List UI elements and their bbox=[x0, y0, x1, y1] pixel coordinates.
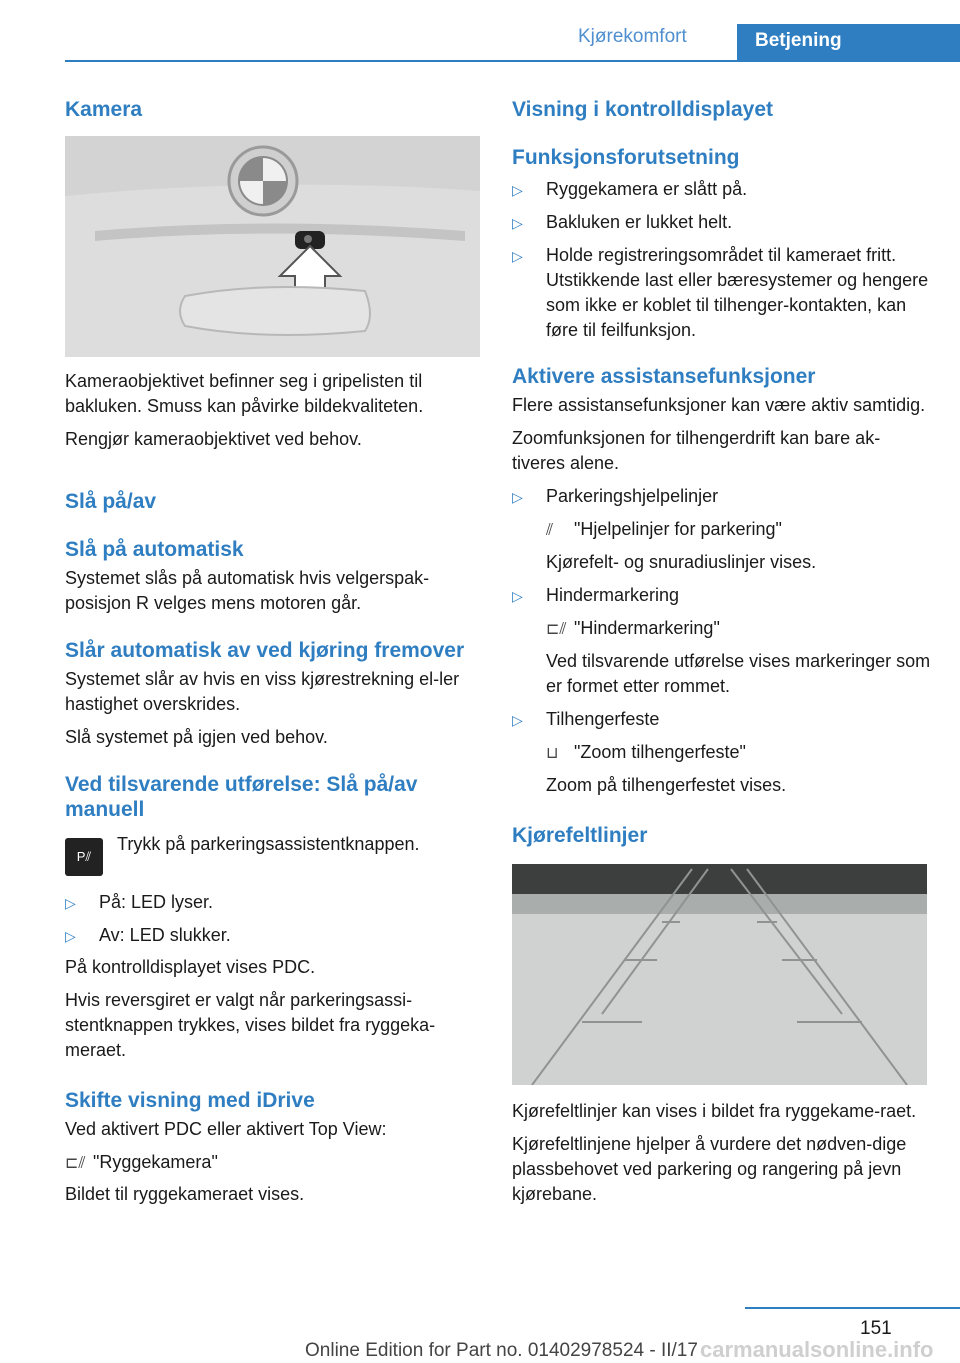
triangle-bullet-icon: ▷ bbox=[512, 489, 523, 505]
display-heading: Visning i kontrolldisplayet bbox=[512, 98, 773, 121]
idrive-text-2: Bildet til ryggekameraet vises. bbox=[65, 1184, 305, 1204]
assist-text-2: Zoomfunksjonen for tilhengerdrift kan bare ak-tiveres alene. bbox=[512, 428, 881, 473]
parking-lines-icon: ⫽ bbox=[546, 522, 554, 539]
list-item-text: Hindermarkering bbox=[546, 585, 680, 605]
lanes-text-1: Kjørefeltlinjer kan vises i bildet fra ryggekame-raet. bbox=[512, 1101, 917, 1121]
triangle-bullet-icon: ▷ bbox=[512, 588, 523, 604]
led-bullet-list bbox=[65, 890, 480, 949]
page-header bbox=[0, 0, 960, 62]
menu-entry-label: "Hindermarkering" bbox=[574, 618, 720, 638]
lane-lines-illustration bbox=[512, 864, 927, 1085]
list-item bbox=[512, 243, 932, 343]
trailer-hitch-icon: ⊔ bbox=[546, 745, 559, 762]
pdc-text-1: På kontrolldisplayet vises PDC. bbox=[65, 957, 316, 977]
func-bullet-list bbox=[512, 177, 932, 343]
camera-illustration bbox=[65, 136, 480, 357]
list-item bbox=[512, 484, 932, 510]
onoff-heading: Slå på/av bbox=[65, 490, 157, 513]
obstacle-marking-icon: ⊏⫽ bbox=[546, 621, 567, 638]
lanes-text-2: Kjørefeltlinjene hjelper å vurdere det nødven-dige plassbehovet ved parkering og rangering på jevn kjørebane. bbox=[512, 1134, 907, 1204]
list-item bbox=[65, 890, 480, 916]
idrive-text-1: Ved aktivert PDC eller aktivert Top View: bbox=[65, 1119, 387, 1139]
list-item-text: Parkeringshjelpelinjer bbox=[546, 486, 719, 506]
func-heading: Funksjonsforutsetning bbox=[512, 146, 740, 169]
list-item-text: Ryggekamera er slått på. bbox=[546, 179, 748, 199]
list-item bbox=[512, 210, 932, 236]
rear-camera-photo bbox=[65, 136, 480, 357]
list-item-desc: Kjørefelt- og snuradiuslinjer vises. bbox=[546, 552, 817, 572]
assist-text-1: Flere assistansefunksjoner kan være aktiv samtidig. bbox=[512, 395, 926, 415]
rear-camera-icon: ⊏⫽ bbox=[65, 1155, 86, 1172]
triangle-bullet-icon: ▷ bbox=[512, 248, 523, 264]
menu-entry-label: "Zoom tilhengerfeste" bbox=[574, 742, 746, 762]
lane-lines-image bbox=[512, 864, 927, 1085]
auto-off-text-2: Slå systemet på igjen ved behov. bbox=[65, 727, 328, 747]
camera-text-1: Kameraobjektivet befinner seg i gripelisten til bakluken. Smuss kan påvirke bildekvaliteten. bbox=[65, 371, 424, 416]
camera-text-2: Rengjør kameraobjektivet ved behov. bbox=[65, 429, 362, 449]
list-item-text: Av: LED slukker. bbox=[99, 925, 231, 945]
pdc-instruction-text: Trykk på parkeringsassistentknappen. bbox=[117, 834, 420, 854]
triangle-bullet-icon: ▷ bbox=[65, 895, 76, 911]
menu-entry[interactable] bbox=[512, 616, 932, 642]
menu-entry[interactable] bbox=[512, 740, 932, 766]
auto-on-heading: Slå på automatisk bbox=[65, 538, 244, 561]
menu-entry-label: "Hjelpelinjer for parkering" bbox=[574, 519, 782, 539]
manual-heading: Ved tilsvarende utførelse: Slå på/av manuell bbox=[65, 773, 418, 821]
triangle-bullet-icon: ▷ bbox=[512, 215, 523, 231]
triangle-bullet-icon: ▷ bbox=[512, 712, 523, 728]
list-item-text: Bakluken er lukket helt. bbox=[546, 212, 733, 232]
idrive-heading: Skifte visning med iDrive bbox=[65, 1089, 315, 1112]
right-column bbox=[512, 98, 932, 1207]
list-item-text: Tilhengerfeste bbox=[546, 709, 660, 729]
pdc-text-2: Hvis reversgiret er valgt når parkeringsassi-stentknappen trykkes, vises bildet fra ryggeka-meraet. bbox=[65, 990, 436, 1060]
list-item-desc: Zoom på tilhengerfestet vises. bbox=[546, 775, 787, 795]
list-item-text: På: LED lyser. bbox=[99, 892, 214, 912]
list-item bbox=[65, 923, 480, 949]
menu-entry[interactable] bbox=[512, 517, 932, 543]
list-item bbox=[512, 177, 932, 203]
active-section-tab[interactable]: Betjening bbox=[737, 24, 960, 62]
list-item bbox=[512, 583, 932, 609]
section-tab[interactable]: Kjørekomfort bbox=[578, 26, 687, 47]
parking-assist-button-icon: P⫽ bbox=[65, 838, 103, 876]
auto-off-heading: Slår automatisk av ved kjøring fremover bbox=[65, 639, 465, 662]
idrive-menu-label: "Ryggekamera" bbox=[93, 1152, 218, 1172]
header-rule bbox=[65, 60, 960, 62]
watermark: carmanualsonline.info bbox=[700, 1337, 934, 1362]
assist-list bbox=[512, 484, 932, 798]
pdc-instruction bbox=[65, 832, 480, 876]
idrive-menu-item bbox=[65, 1150, 480, 1176]
list-item-text: Holde registreringsområdet til kameraet fritt. Utstikkende last eller bæresystemer og hengere som ikke er koblet til tilhenger-kontakten, kan føre til feilfunksjon. bbox=[546, 245, 929, 340]
triangle-bullet-icon: ▷ bbox=[512, 182, 523, 198]
list-item bbox=[512, 707, 932, 733]
triangle-bullet-icon: ▷ bbox=[65, 928, 76, 944]
auto-off-text-1: Systemet slår av hvis en viss kjørestrekning el-ler hastighet overskrides. bbox=[65, 669, 460, 714]
left-column bbox=[65, 98, 480, 1207]
edition-label: Online Edition for Part no. 01402978524 - II/17 bbox=[305, 1340, 698, 1361]
list-item-desc: Ved tilsvarende utførelse vises markeringer som er formet etter rommet. bbox=[546, 651, 931, 696]
lanes-heading: Kjørefeltlinjer bbox=[512, 824, 648, 847]
auto-on-text: Systemet slås på automatisk hvis velgerspak-posisjon R velges mens motoren går. bbox=[65, 568, 430, 613]
assist-heading: Aktivere assistansefunksjoner bbox=[512, 365, 816, 388]
camera-heading: Kamera bbox=[65, 98, 143, 121]
page-number: 151 bbox=[860, 1318, 892, 1339]
footer-rule bbox=[745, 1307, 960, 1309]
